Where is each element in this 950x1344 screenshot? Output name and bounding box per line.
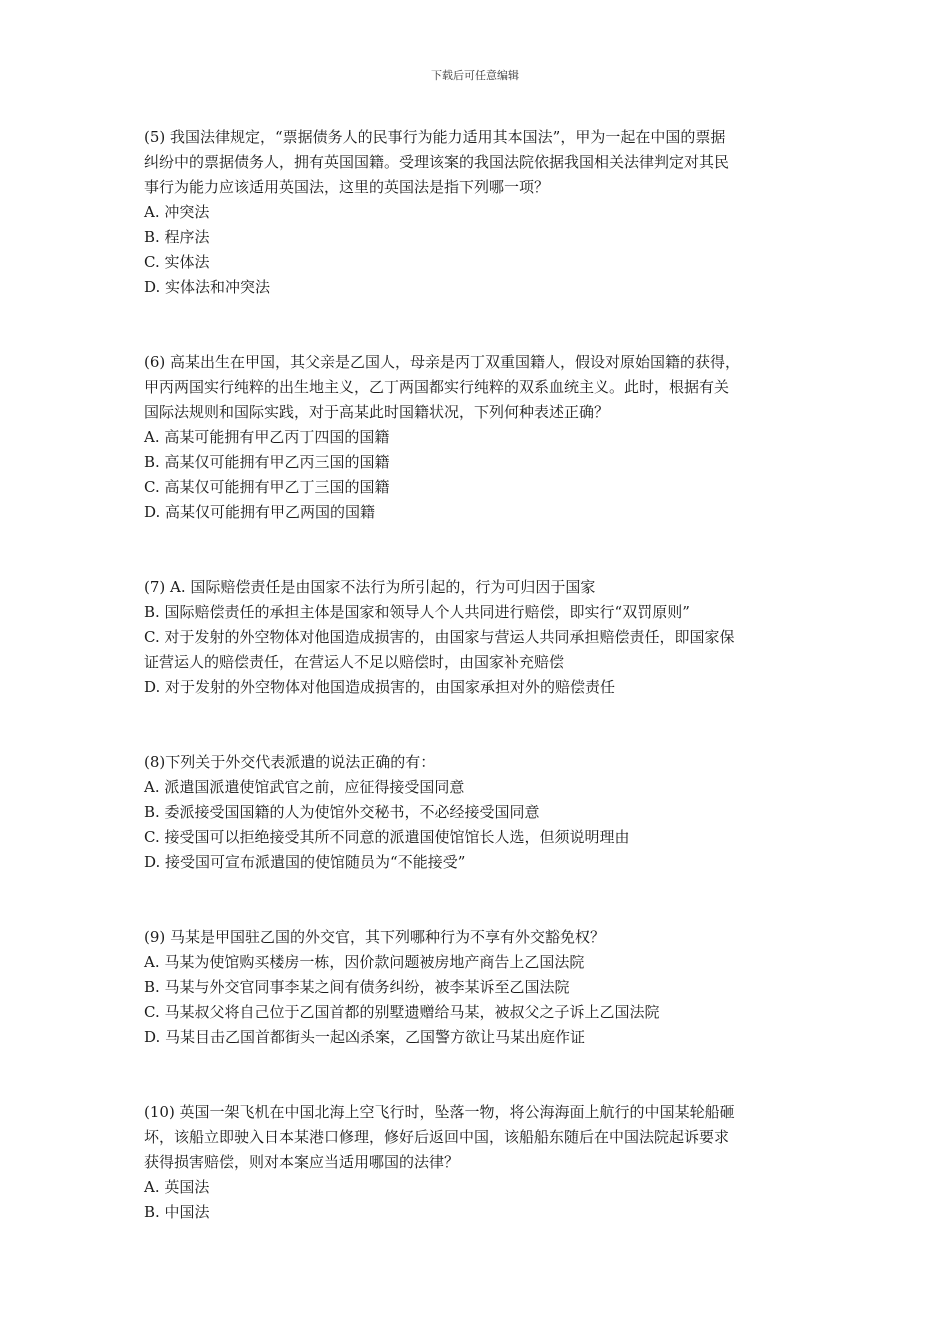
question-text-line: (5) 我国法律规定，“票据债务人的民事行为能力适用其本国法”，甲为一起在中国的票据	[144, 128, 726, 146]
question-10	[144, 1100, 812, 1225]
question-text-line: B. 国际赔偿责任的承担主体是国家和领导人个人共同进行赔偿，即实行“双罚原则”	[144, 603, 690, 621]
question-6	[144, 350, 812, 525]
question-text-line: 坏，该船立即驶入日本某港口修理，修好后返回中国，该船船东随后在中国法院起诉要求	[144, 1128, 730, 1146]
question-text-line: (8)下列关于外交代表派遣的说法正确的有：	[144, 753, 436, 771]
answer-option: A. 高某可能拥有甲乙丙丁四国的国籍	[144, 428, 390, 446]
question-8	[144, 750, 812, 875]
question-text-line: 纠纷中的票据债务人，拥有英国国籍。受理该案的我国法院依据我国相关法律判定对其民	[144, 153, 730, 171]
answer-option: B. 高某仅可能拥有甲乙丙三国的国籍	[144, 453, 390, 471]
question-text-line: 证营运人的赔偿责任，在营运人不足以赔偿时，由国家补充赔偿	[144, 653, 565, 671]
question-text-line: C. 对于发射的外空物体对他国造成损害的，由国家与营运人共同承担赔偿责任，即国家保	[144, 628, 735, 646]
question-text-line: 事行为能力应该适用英国法，这里的英国法是指下列哪一项？	[144, 178, 550, 196]
question-text-line: 甲丙两国实行纯粹的出生地主义，乙丁两国都实行纯粹的双系血统主义。此时，根据有关	[144, 378, 730, 396]
answer-option: A. 马某为使馆购买楼房一栋，因价款问题被房地产商告上乙国法院	[144, 953, 585, 971]
question-text-line: D. 对于发射的外空物体对他国造成损害的，由国家承担对外的赔偿责任	[144, 678, 616, 696]
answer-option: C. 接受国可以拒绝接受其所不同意的派遣国使馆馆长人选，但须说明理由	[144, 828, 630, 846]
answer-option: C. 实体法	[144, 253, 210, 271]
answer-option: B. 马某与外交官同事李某之间有债务纠纷，被李某诉至乙国法院	[144, 978, 570, 996]
answer-option: D. 接受国可宣布派遣国的使馆随员为“不能接受”	[144, 853, 466, 871]
page-header: 下载后可任意编辑	[431, 69, 519, 82]
answer-option: B. 程序法	[144, 228, 210, 246]
question-9	[144, 925, 812, 1050]
answer-option: C. 马某叔父将自己位于乙国首都的别墅遗赠给马某，被叔父之子诉上乙国法院	[144, 1003, 660, 1021]
answer-option: C. 高某仅可能拥有甲乙丁三国的国籍	[144, 478, 390, 496]
answer-option: B. 中国法	[144, 1203, 210, 1221]
answer-option: A. 英国法	[144, 1178, 210, 1196]
answer-option: A. 冲突法	[144, 203, 210, 221]
question-5	[144, 125, 812, 300]
answer-option: D. 马某目击乙国首都街头一起凶杀案，乙国警方欲让马某出庭作证	[144, 1028, 586, 1046]
question-text-line: (9) 马某是甲国驻乙国的外交官，其下列哪种行为不享有外交豁免权？	[144, 928, 606, 946]
answer-option: D. 实体法和冲突法	[144, 278, 271, 296]
question-text-line: 国际法规则和国际实践，对于高某此时国籍状况，下列何种表述正确？	[144, 403, 610, 421]
question-list	[144, 125, 812, 1275]
question-text-line: (7) A. 国际赔偿责任是由国家不法行为所引起的，行为可归因于国家	[144, 578, 596, 596]
question-text-line: 获得损害赔偿，则对本案应当适用哪国的法律？	[144, 1153, 460, 1171]
answer-option: B. 委派接受国国籍的人为使馆外交秘书，不必经接受国同意	[144, 803, 540, 821]
answer-option: A. 派遣国派遣使馆武官之前，应征得接受国同意	[144, 778, 465, 796]
answer-option: D. 高某仅可能拥有甲乙两国的国籍	[144, 503, 376, 521]
question-text-line: (6) 高某出生在甲国，其父亲是乙国人，母亲是丙丁双重国籍人，假设对原始国籍的获得，	[144, 353, 741, 371]
question-7	[144, 575, 812, 700]
question-text-line: (10) 英国一架飞机在中国北海上空飞行时，坠落一物，将公海海面上航行的中国某轮船砸	[144, 1103, 735, 1121]
